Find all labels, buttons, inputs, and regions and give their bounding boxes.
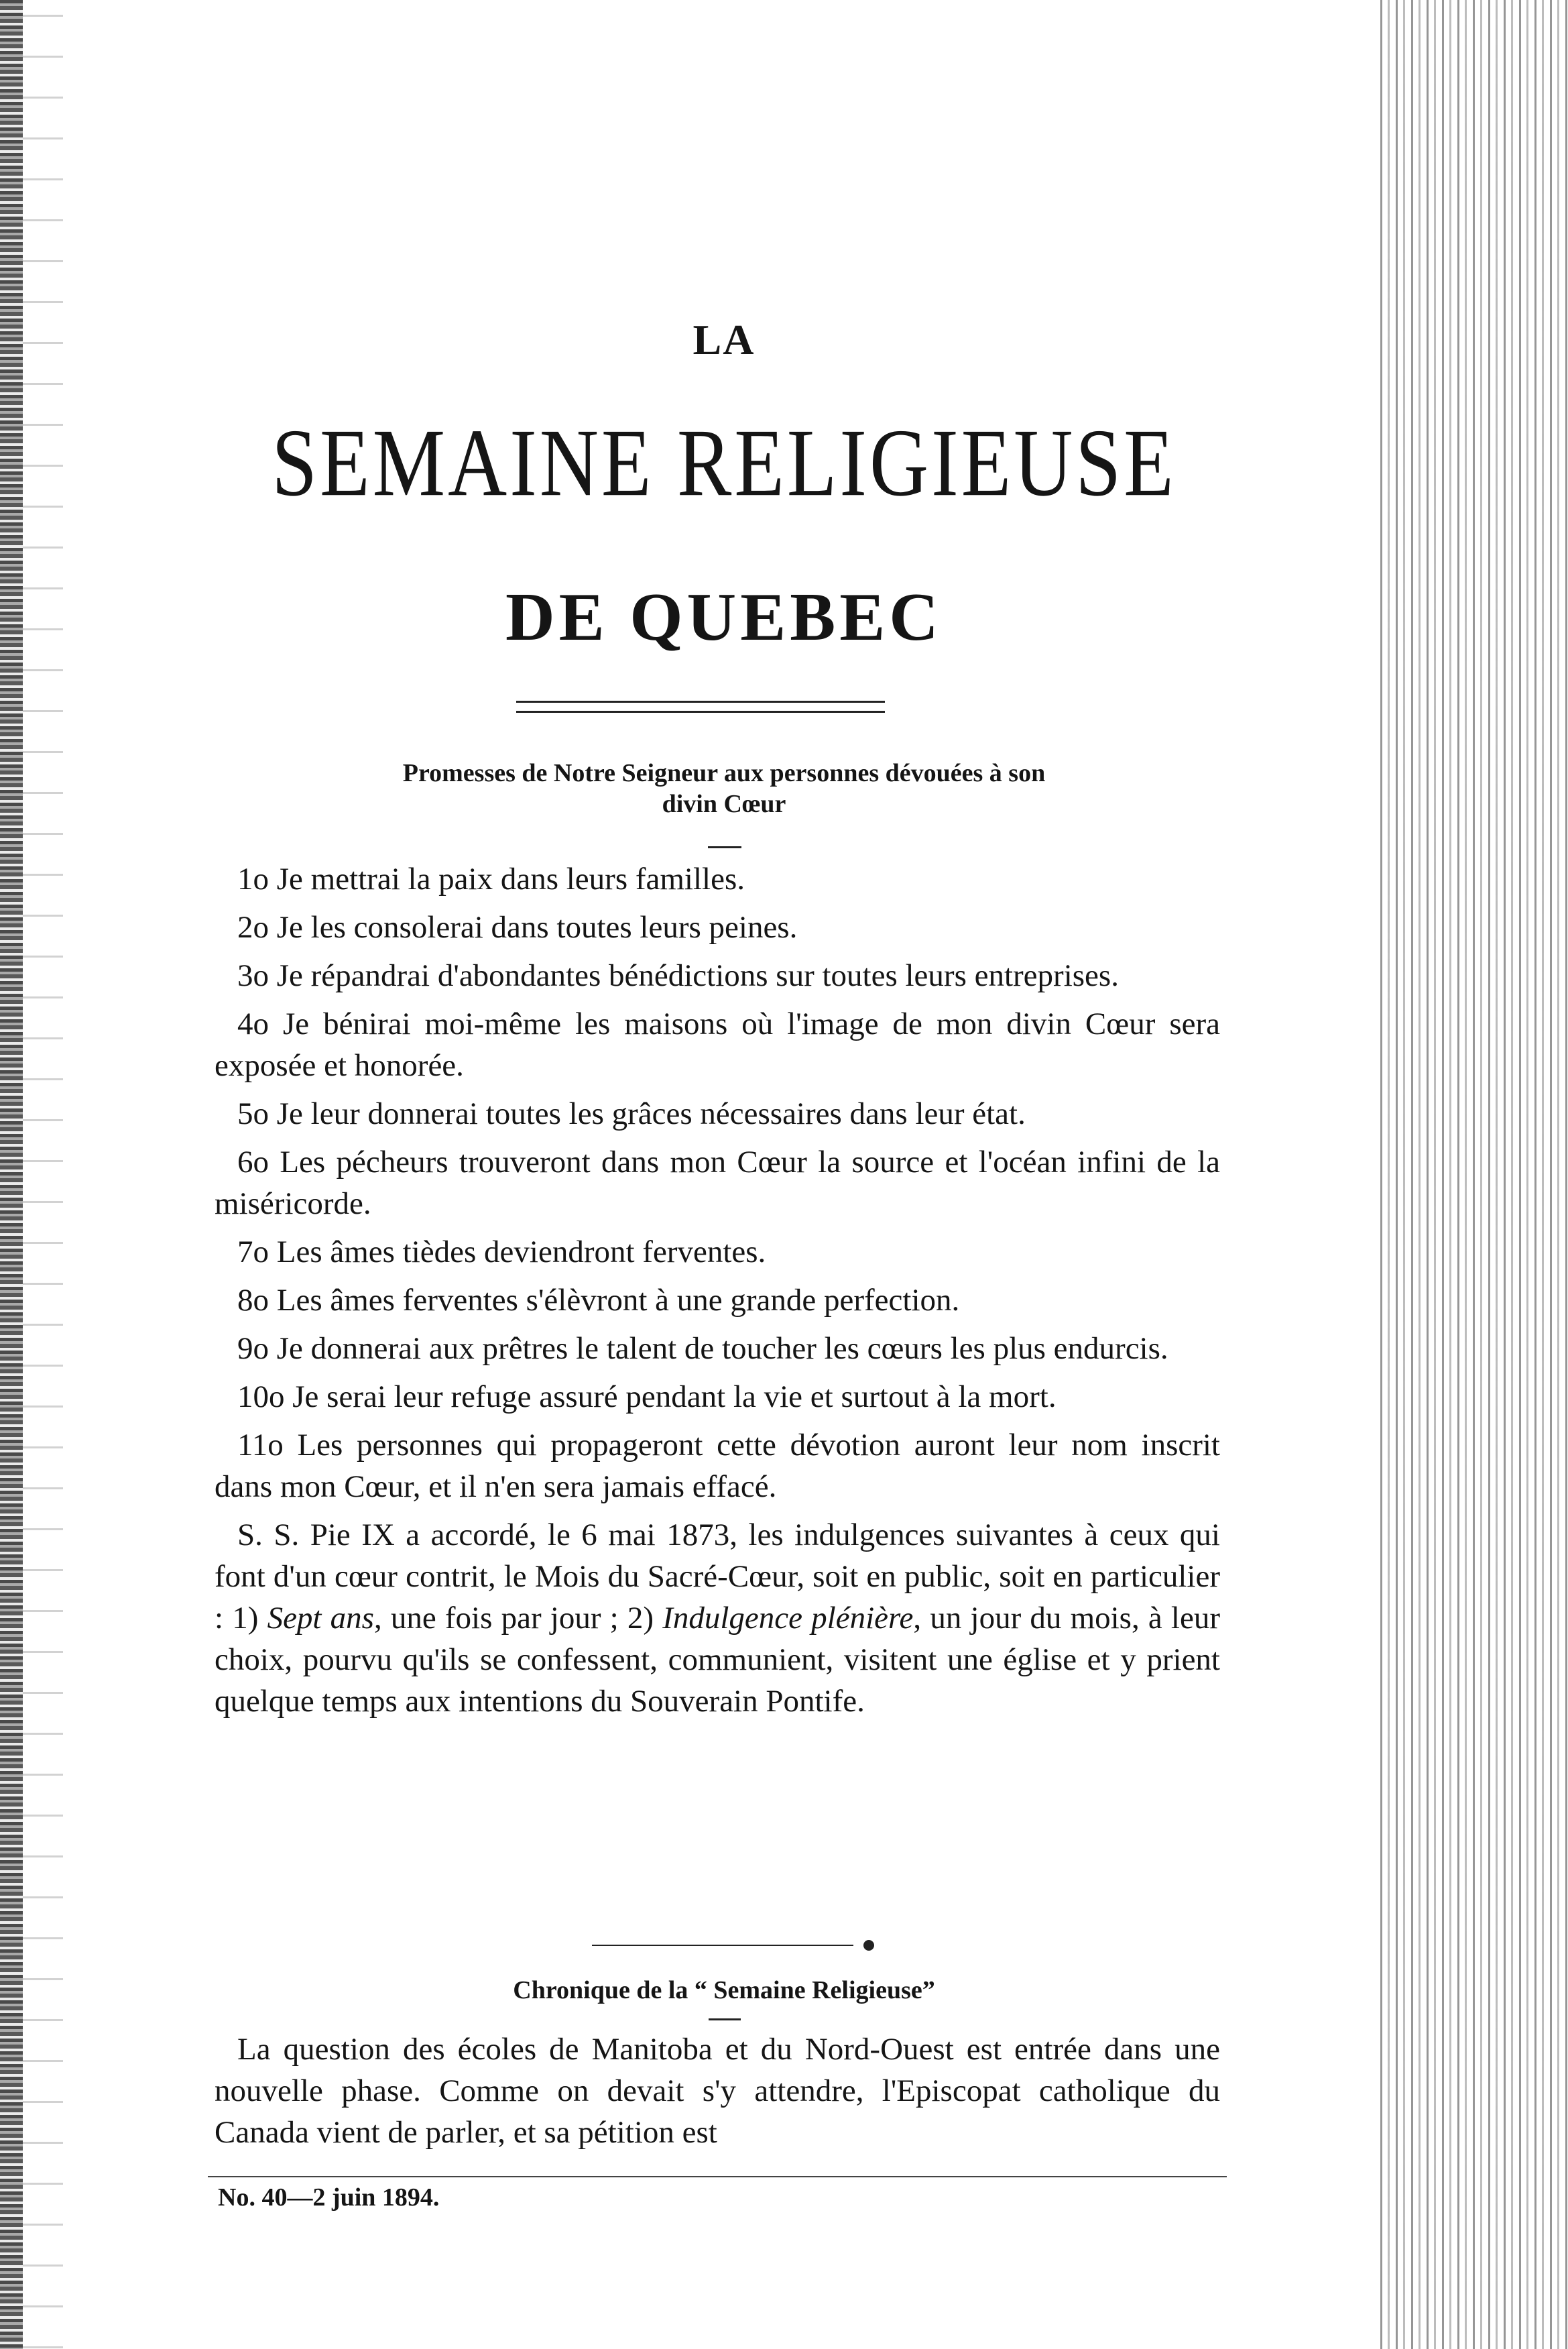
scan-edge-left-speckle (23, 0, 63, 2349)
masthead-double-rule (516, 701, 885, 713)
promise-item: 11o Les personnes qui propageront cette dévotion auront leur nom inscrit dans mon Cœur, et il n'en sera jamais effacé. (215, 1428, 1220, 1504)
divider-dot-ornament (863, 1940, 874, 1951)
indulgence-lead: S. S. Pie IX a accordé, le 6 mai 1873, les indulgences suivantes à ceux qui font d'un cœur contrit, le Mois du Sacré-Cœur, soit en public, soit en particulier : 1) (215, 1517, 1220, 1636)
document-page (201, 0, 1247, 2349)
promises-heading-line2: divin Cœur (662, 790, 786, 818)
chronicle-heading: Chronique de la “ Semaine Religieuse” (513, 1976, 935, 2004)
indulgence-tail: , un jour du mois, à leur choix, pourvu qu'ils se confessent, communient, visitent une église et y prient quelque temps aux intentions du Souverain Pontife. (215, 1601, 1220, 1719)
promise-item: 8o Les âmes ferventes s'élèvront à une grande perfection. (237, 1283, 960, 1318)
promise-item: 9o Je donnerai aux prêtres le talent de toucher les cœurs les plus endurcis. (237, 1331, 1168, 1366)
masthead-title: SEMAINE RELIGIEUSE (272, 409, 1177, 517)
promise-item: 4o Je bénirai moi-même les maisons où l'image de mon divin Cœur sera exposée et honorée. (215, 1007, 1220, 1083)
chronicle-paragraph: La question des écoles de Manitoba et du Nord-Ouest est entrée dans une nouvelle phase. Comme on devait s'y attendre, l'Episcopat catholique du Canada vient de parler, et sa pétition est (215, 2032, 1220, 2150)
promises-heading (201, 758, 1247, 819)
indulgence-emphasis-2: Indulgence plénière (662, 1601, 914, 1636)
promise-item: 6o Les pécheurs trouveront dans mon Cœur la source et l'océan infini de la miséricorde. (215, 1145, 1220, 1221)
indulgence-paragraph (215, 1514, 1220, 1722)
promise-item: 2o Je les consolerai dans toutes leurs peines. (237, 910, 798, 945)
footer-rule (208, 2176, 1227, 2177)
masthead-place: DE QUEBEC (505, 579, 943, 655)
masthead-article: LA (692, 316, 756, 363)
promises-heading-rule (708, 846, 741, 848)
promise-item: 5o Je leur donnerai toutes les grâces nécessaires dans leur état. (237, 1096, 1026, 1131)
chronicle-heading-rule (709, 2018, 741, 2020)
scan-edge-left (0, 0, 23, 2349)
promise-item: 7o Les âmes tièdes deviendront ferventes. (237, 1235, 766, 1269)
promises-heading-line1: Promesses de Notre Seigneur aux personnes dévouées à son (402, 759, 1046, 787)
issue-footer: No. 40—2 juin 1894. (218, 2183, 440, 2212)
indulgence-mid: , une fois par jour ; 2) (373, 1601, 663, 1636)
promise-item: 1o Je mettrai la paix dans leurs familles. (237, 862, 745, 897)
promise-item: 3o Je répandrai d'abondantes bénédictions sur toutes leurs entreprises. (237, 958, 1119, 993)
section-divider-rule (592, 1945, 853, 1946)
scan-edge-right (1380, 0, 1568, 2349)
chronicle-body (215, 2028, 1220, 2160)
promise-item: 10o Je serai leur refuge assuré pendant la vie et surtout à la mort. (237, 1379, 1057, 1414)
indulgence-emphasis-1: Sept ans (267, 1601, 374, 1636)
promises-list (215, 858, 1220, 1729)
